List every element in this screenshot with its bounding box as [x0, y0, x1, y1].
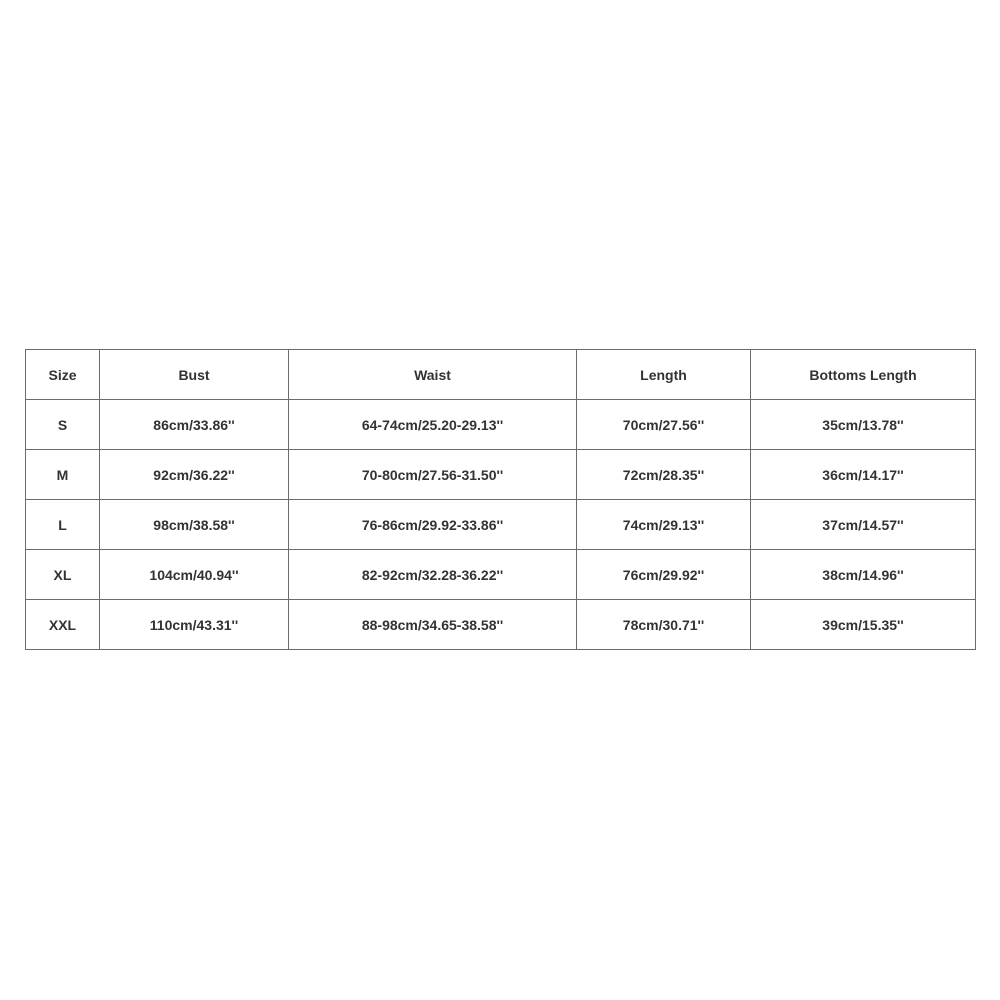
cell-bust: 110cm/43.31'' — [100, 600, 289, 650]
cell-bottoms-length: 35cm/13.78'' — [751, 400, 976, 450]
cell-bust: 92cm/36.22'' — [100, 450, 289, 500]
cell-bottoms-length: 38cm/14.96'' — [751, 550, 976, 600]
cell-bottoms-length: 39cm/15.35'' — [751, 600, 976, 650]
table-row — [26, 400, 976, 450]
header-length: Length — [577, 350, 751, 400]
cell-bust: 104cm/40.94'' — [100, 550, 289, 600]
cell-length: 70cm/27.56'' — [577, 400, 751, 450]
cell-waist: 70-80cm/27.56-31.50'' — [289, 450, 577, 500]
cell-size: S — [26, 400, 100, 450]
table-row — [26, 450, 976, 500]
cell-size: L — [26, 500, 100, 550]
header-size: Size — [26, 350, 100, 400]
cell-size: XL — [26, 550, 100, 600]
cell-size: M — [26, 450, 100, 500]
cell-length: 72cm/28.35'' — [577, 450, 751, 500]
cell-waist: 88-98cm/34.65-38.58'' — [289, 600, 577, 650]
cell-bottoms-length: 37cm/14.57'' — [751, 500, 976, 550]
table-row — [26, 500, 976, 550]
table-header-row — [26, 350, 976, 400]
header-bottoms-length: Bottoms Length — [751, 350, 976, 400]
table-row — [26, 550, 976, 600]
header-waist: Waist — [289, 350, 577, 400]
cell-size: XXL — [26, 600, 100, 650]
size-chart-table — [25, 349, 976, 650]
cell-waist: 76-86cm/29.92-33.86'' — [289, 500, 577, 550]
cell-waist: 82-92cm/32.28-36.22'' — [289, 550, 577, 600]
table-row — [26, 600, 976, 650]
cell-bust: 98cm/38.58'' — [100, 500, 289, 550]
header-bust: Bust — [100, 350, 289, 400]
cell-bottoms-length: 36cm/14.17'' — [751, 450, 976, 500]
cell-length: 76cm/29.92'' — [577, 550, 751, 600]
cell-bust: 86cm/33.86'' — [100, 400, 289, 450]
cell-length: 78cm/30.71'' — [577, 600, 751, 650]
cell-waist: 64-74cm/25.20-29.13'' — [289, 400, 577, 450]
cell-length: 74cm/29.13'' — [577, 500, 751, 550]
